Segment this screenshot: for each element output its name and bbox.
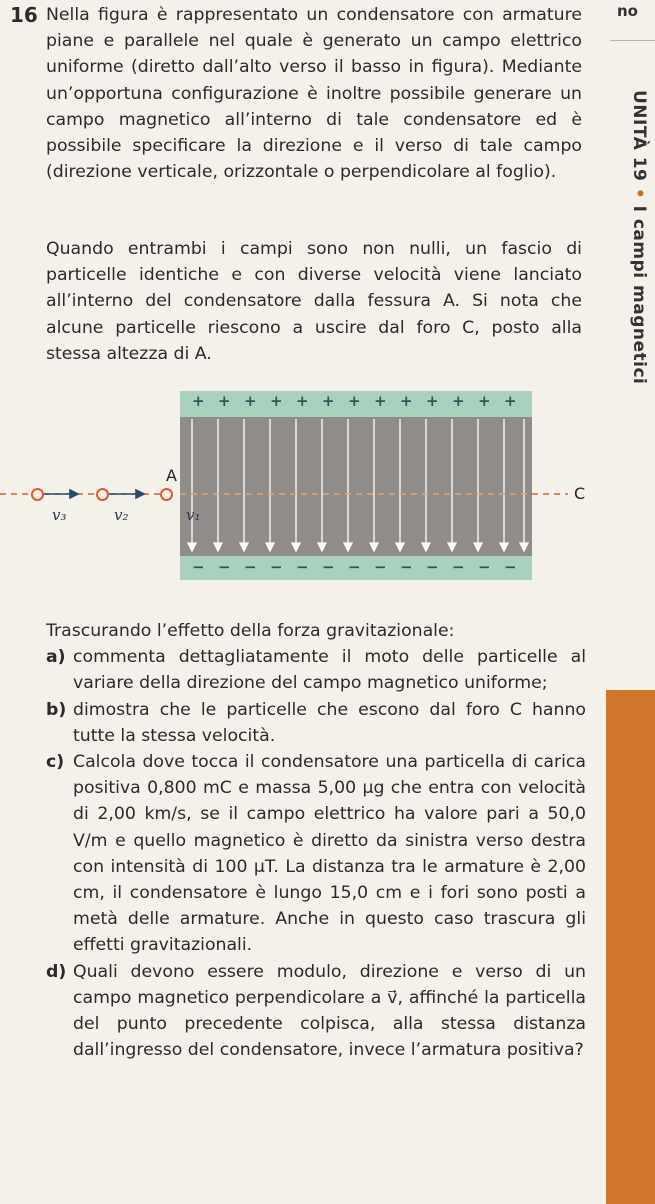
minus-sign: − <box>478 558 491 576</box>
minus-sign: − <box>296 558 309 576</box>
question-item <box>46 959 586 1064</box>
minus-sign: − <box>400 558 413 576</box>
question-letter: d) <box>46 961 67 982</box>
particle-2 <box>96 488 109 501</box>
question-letter: b) <box>46 699 67 720</box>
questions-intro: Trascurando l’effetto della forza gravitazionale: <box>46 621 455 641</box>
plus-sign: + <box>504 392 517 410</box>
plus-sign: + <box>348 392 361 410</box>
minus-sign: − <box>192 558 205 576</box>
question-item <box>46 644 586 696</box>
plus-sign: + <box>478 392 491 410</box>
minus-sign: − <box>322 558 335 576</box>
minus-sign: − <box>244 558 257 576</box>
plus-sign: + <box>192 392 205 410</box>
velocity-label-2: v₂ <box>114 506 129 524</box>
plus-sign: + <box>296 392 309 410</box>
question-text: dimostra che le particelle che escono dal foro C hanno tutte la stessa velocità. <box>73 699 586 746</box>
plus-sign: + <box>426 392 439 410</box>
plus-sign: + <box>244 392 257 410</box>
question-letter: c) <box>46 752 65 773</box>
minus-sign: − <box>270 558 283 576</box>
plus-sign: + <box>452 392 465 410</box>
question-text: commenta dettagliatamente il moto delle particelle al variare della direzione del campo magnetico uniforme; <box>73 647 586 694</box>
axis-overlay <box>0 388 600 598</box>
unit-prefix: UNITÀ <box>629 90 649 151</box>
minus-sign: − <box>374 558 387 576</box>
plus-sign: + <box>322 392 335 410</box>
problem-text-1: Nella figura è rappresentato un condensatore con armature piane e parallele nel quale è generato un campo elettrico uniforme (diretto dall’alto verso il basso in figura). Mediante un’opportuna configurazione è inoltre possibile generare un campo magnetico all’interno di tale condensatore ed è possibile specificare la direzione e il verso di tale campo (direzione verticale, orizzontale o perpendicolare al foglio). <box>46 5 582 183</box>
particle-1 <box>160 488 173 501</box>
corner-mark: no <box>617 2 638 20</box>
velocity-label-1: v₁ <box>186 506 201 524</box>
capacitor-figure <box>0 388 600 598</box>
plus-sign: + <box>270 392 283 410</box>
plus-sign: + <box>218 392 231 410</box>
unit-separator: • <box>629 187 649 200</box>
plus-sign: + <box>374 392 387 410</box>
minus-sign: − <box>218 558 231 576</box>
velocity-label-3: v₃ <box>52 506 67 524</box>
problem-text-2: Quando entrambi i campi sono non nulli, un fascio di particelle identiche e con diverse velocità viene lanciato all’interno del condensatore dalla fessura A. Si nota che alcune particelle riescono a uscire dal foro C, posto alla stessa altezza di A. <box>46 239 582 364</box>
questions <box>46 618 586 1063</box>
unit-label <box>617 90 649 410</box>
particle-3 <box>31 488 44 501</box>
sidebar-divider <box>610 40 655 41</box>
question-item <box>46 749 586 959</box>
minus-sign: − <box>348 558 361 576</box>
unit-title: I campi magnetici <box>629 205 649 385</box>
page-edge-band <box>606 690 655 1204</box>
minus-sign: − <box>504 558 517 576</box>
hole-c-label: C <box>574 484 586 503</box>
unit-number: 19 <box>629 156 649 182</box>
question-text: Quali devono essere modulo, direzione e verso di un campo magnetico perpendicolare a v⃗, affinché la particella del punto precedente colpisca, alla stessa distanza dall’ingresso del condensatore, invece l’armatura positiva? <box>73 961 586 1061</box>
minus-sign: − <box>426 558 439 576</box>
problem-number: 16 <box>10 3 38 27</box>
question-letter: a) <box>46 647 66 668</box>
plus-sign: + <box>400 392 413 410</box>
minus-sign: − <box>452 558 465 576</box>
question-text: Calcola dove tocca il condensatore una particella di carica positiva 0,800 mC e massa 5,00 μg che entra con velocità di 2,00 km/s, se il campo elettrico ha valore pari a 50,0 V/m e quello magnetico è diretto da sinistra verso destra con intensità di 100 μT. La distanza tra le armature è 2,00 cm, il condensatore è lungo 15,0 cm e i fori sono posti a metà delle armature. Anche in questo caso trascura gli effetti gravitazionali. <box>73 752 586 956</box>
hole-a-label: A <box>166 466 177 485</box>
question-item <box>46 697 586 749</box>
